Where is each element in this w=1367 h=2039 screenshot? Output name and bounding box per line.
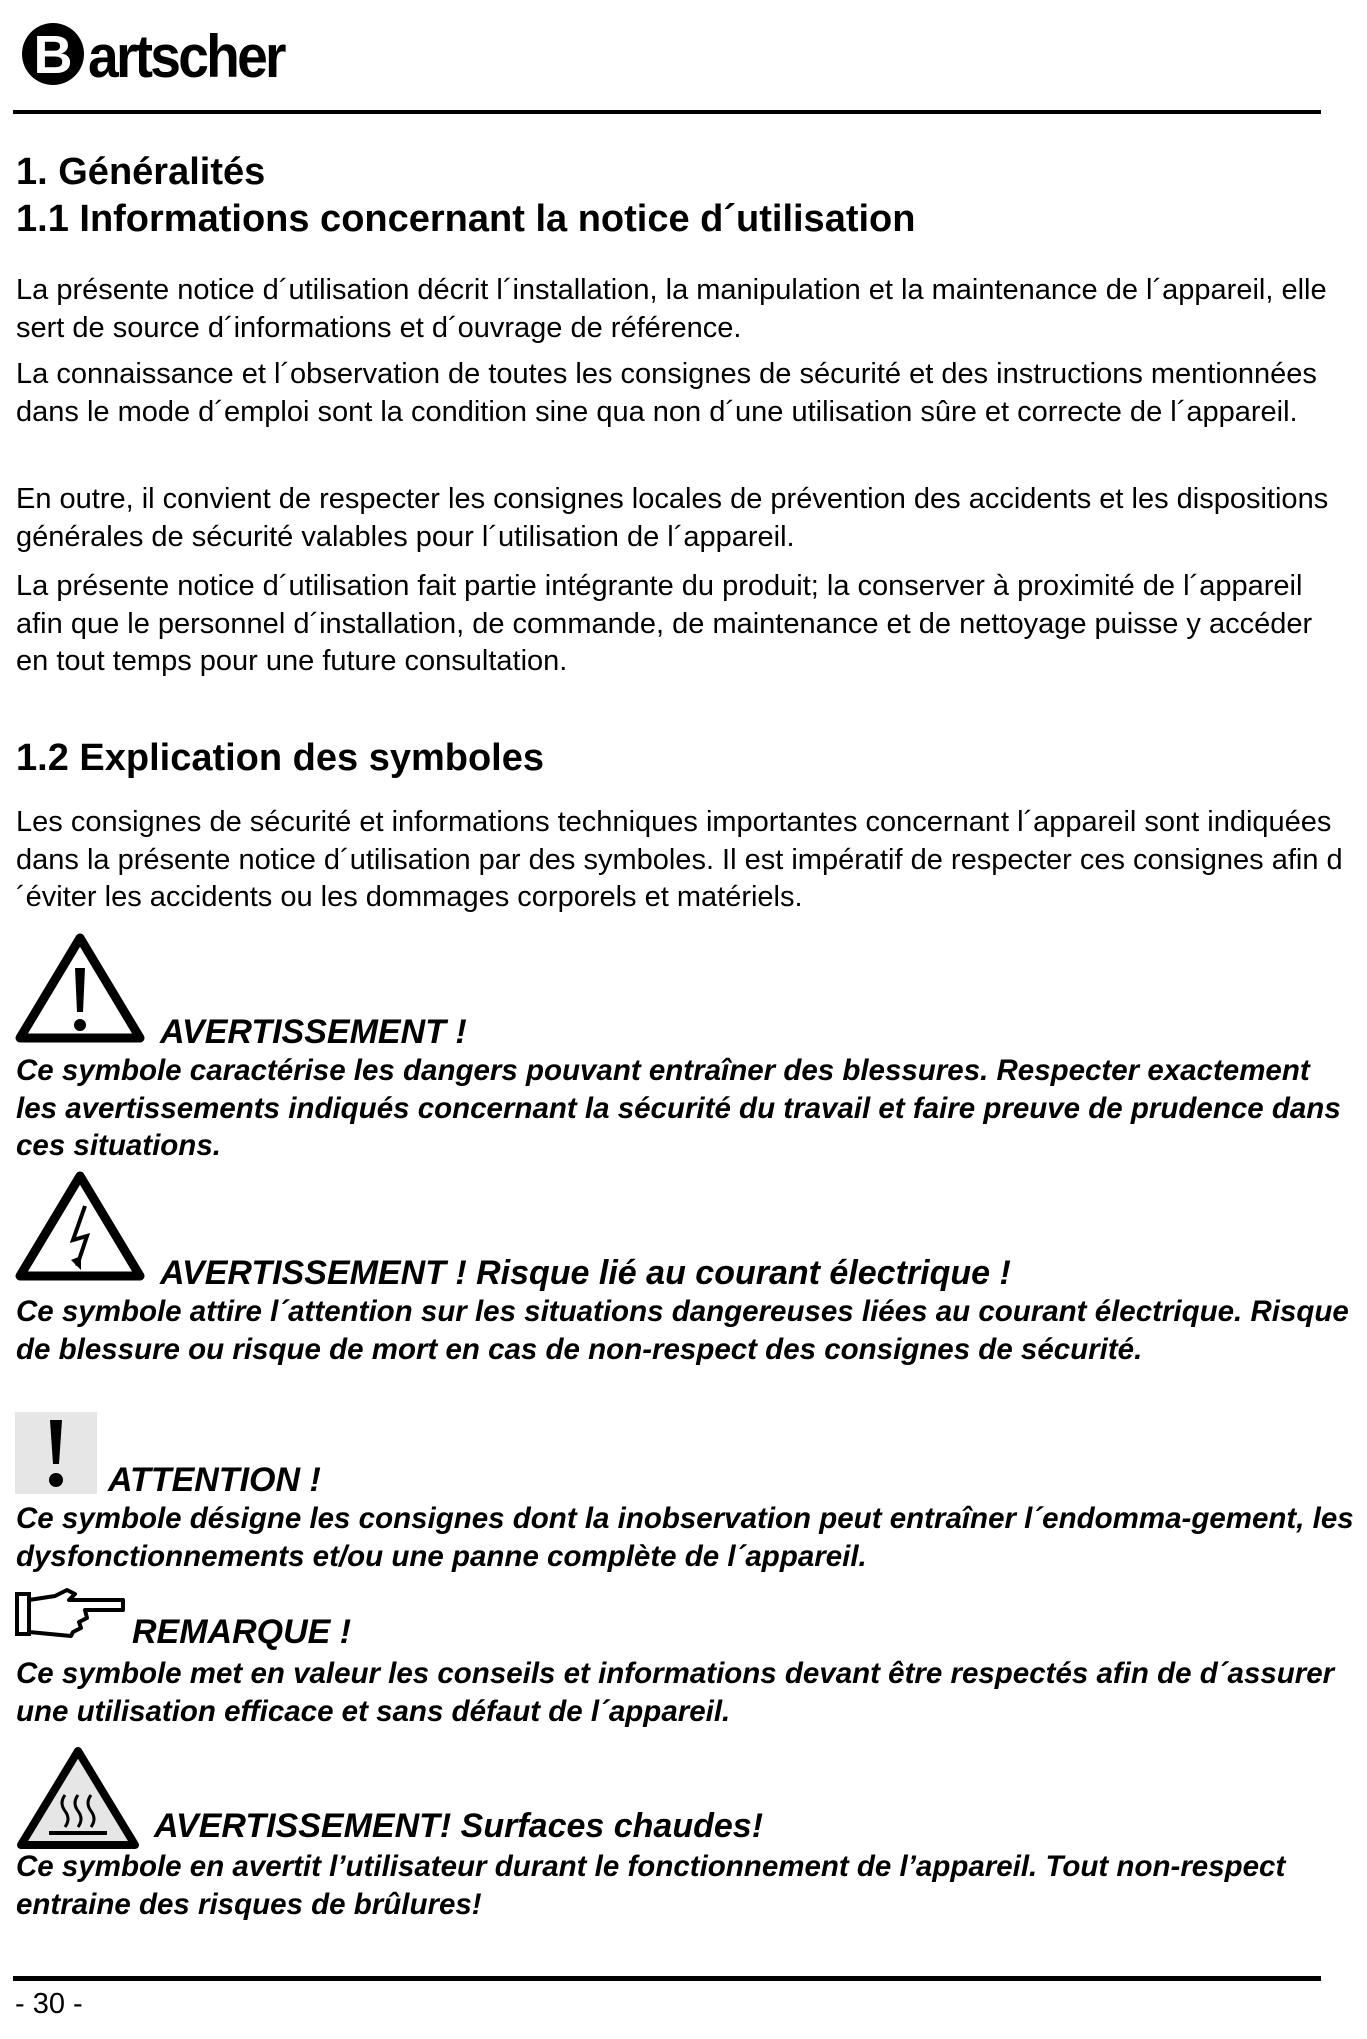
electric-hazard-icon — [15, 1170, 145, 1287]
hot-surface-icon — [15, 1743, 141, 1856]
paragraph: En outre, il convient de respecter les consignes locales de prévention des accidents et les dispositions générales de sécurité valables pour l´utilisation de l´appareil. — [16, 483, 1329, 553]
exclamation-icon — [15, 1412, 97, 1499]
brand-name: artscher — [88, 23, 284, 90]
subsection-title: 1.1 Informations concernant la notice d´utilisation — [16, 198, 916, 240]
svg-text:B: B — [33, 25, 73, 85]
section-title: 1. Généralités — [16, 151, 266, 193]
symbol-description: Ce symbole en avertit l’utilisateur durant le fonctionnement de l’appareil. Tout non-respect entraine des risques de brûlures! — [16, 1850, 1286, 1921]
symbol-label: REMARQUE ! — [132, 1613, 352, 1651]
symbol-label: AVERTISSEMENT ! — [160, 1013, 467, 1051]
paragraph: La présente notice d´utilisation fait partie intégrante du produit; la conserver à proximité de l´appareil afin que le personnel d´installation, de commande, de maintenance et de nettoyage puisse y accéder en tout temps pour une future consultation. — [16, 570, 1313, 677]
logo-b-icon — [20, 21, 86, 87]
footer-divider — [13, 1976, 1321, 1981]
brand-logo — [20, 8, 301, 100]
paragraph: La connaissance et l´observation de toutes les consignes de sécurité et des instructions mentionnées dans le mode d´emploi sont la condition sine qua non d´une utilisation sûre et correcte de l´appareil. — [16, 358, 1317, 428]
header-divider — [13, 110, 1321, 114]
paragraph: La présente notice d´utilisation décrit l´installation, la manipulation et la maintenance de l´appareil, elle sert de source d´informations et d´ouvrage de référence. — [16, 274, 1327, 344]
paragraph: Les consignes de sécurité et informations techniques importantes concernant l´appareil sont indiquées dans la présente notice d´utilisation par des symboles. Il est impératif de respecter ces consignes afin d´éviter les accidents ou les dommages corporels et matériels. — [16, 806, 1343, 913]
symbol-description: Ce symbole caractérise les dangers pouvant entraîner des blessures. Respecter exactement les avertissements indiqués concernant la sécurité du travail et faire preuve de prudence dans ces situations. — [16, 1054, 1341, 1162]
warning-triangle-icon — [15, 932, 145, 1049]
page-number: - 30 - — [15, 1988, 83, 2020]
symbol-label: ATTENTION ! — [108, 1461, 321, 1499]
symbol-label: AVERTISSEMENT! Surfaces chaudes! — [154, 1807, 764, 1845]
symbol-description: Ce symbole désigne les consignes dont la inobservation peut entraîner l´endomma-gement, les dysfonctionnements et/ou une panne complète de l´appareil. — [16, 1502, 1354, 1573]
subsection-title: 1.2 Explication des symboles — [16, 737, 544, 779]
symbol-label: AVERTISSEMENT ! Risque lié au courant électrique ! — [160, 1254, 1011, 1292]
symbol-description: Ce symbole met en valeur les conseils et informations devant être respectés afin de d´assurer une utilisation efficace et sans défaut de l´appareil. — [16, 1657, 1335, 1728]
pointing-hand-icon — [15, 1588, 127, 1645]
symbol-description: Ce symbole attire l´attention sur les situations dangereuses liées au courant électrique. Risque de blessure ou risque de mort en cas de non-respect des consignes de sécurité. — [16, 1295, 1349, 1366]
